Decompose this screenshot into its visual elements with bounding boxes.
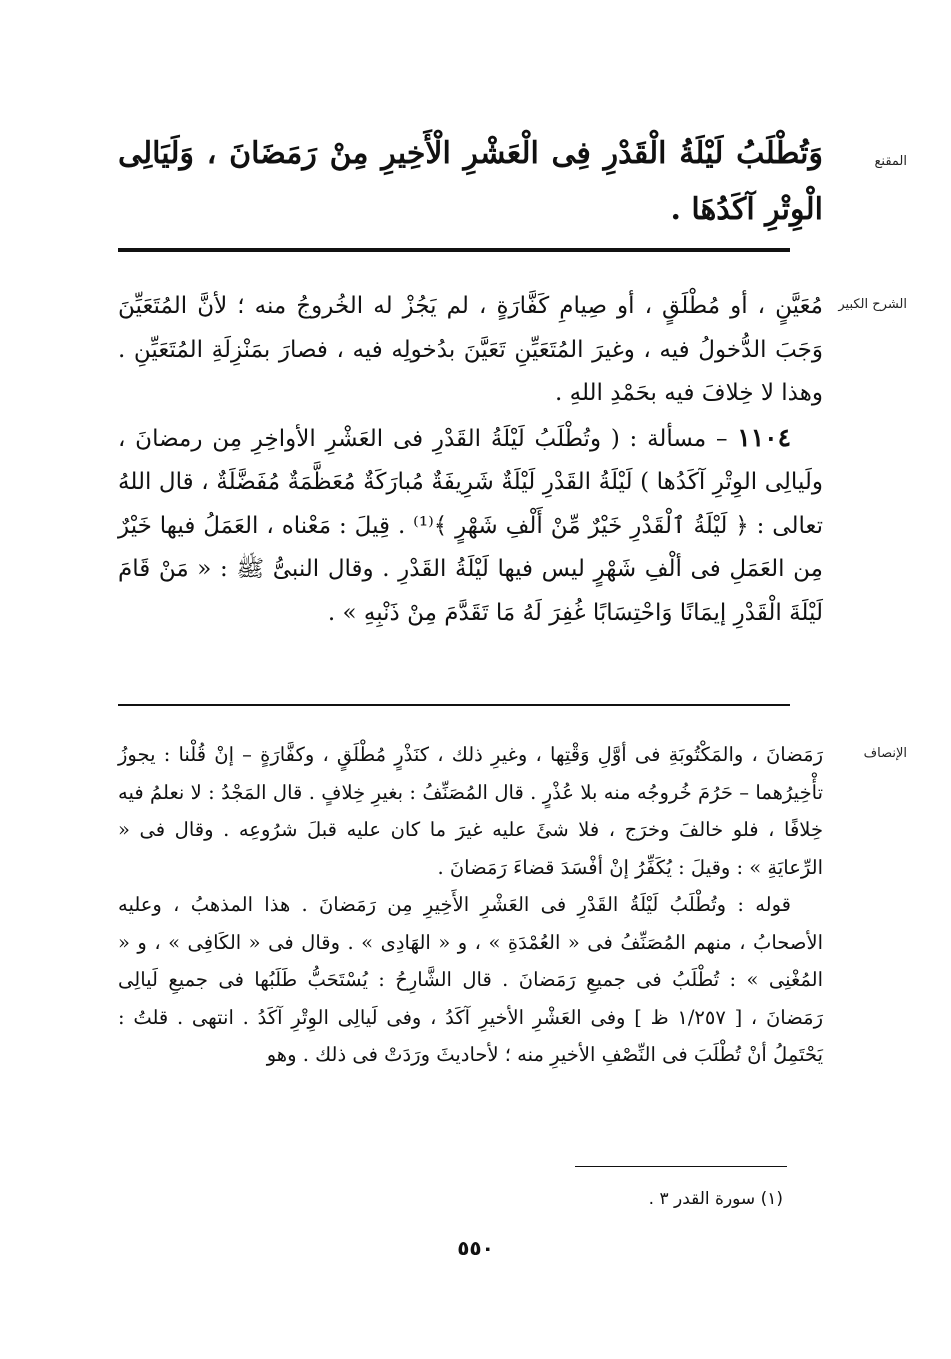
masala-number: ١١٠٤ — [737, 422, 791, 452]
insaf-paragraph: رَمَضانَ ، والمَكْتُوبَةِ فى أوَّلِ وَقْتِها ، وغيرِ ذلك ، كنَذْرٍ مُطْلَقٍ ، وكفَّارَةٍ – إنْ قُلْنا : يجوزُ تأْخِيرُهما – حَرُمَ خُروجُه منه بلا عُذْرٍ . قال المُصَنِّفُ : بغيرِ خِلافٍ . قال المَجْدُ : لا نعلمُ فيه خِلافًا ، فلو خالفَ وخرَج ، فلا شئَ عليه غيرَ ما كان عليه قبلَ شرُوعِه . وقال فى « الرِّعايَةِ » : وقيلَ : يُكَفِّرُ إنْ أفْسَدَ قضاءَ رَمَضانَ . — [118, 743, 823, 879]
masala-text: – مسألة : ( وتُطْلَبُ لَيْلَةُ القَدْرِ فى العَشْرِ الأواخِرِ مِن رمضانَ ، ولَيالِى الوِتْرِ آكَدُها ) لَيْلَةُ القَدْرِ لَيْلَةٌ شَرِيفَةٌ مُبارَكَةٌ مُعَظَّمَةٌ مُفَضَّلَةٌ ، قال اللهُ تعالى : ﴿ لَيْلَةُ ٱلْقَدْرِ خَيْرٌ مِّنْ أَلْفِ شَهْرٍ ﴾⁽¹⁾ . قِيلَ : مَعْناه ، العَمَلُ فيها خَيْرٌ مِن العَمَلِ فى ألْفِ شَهْرٍ ليس فيها لَيْلَةُ القَدْرِ . وقال النبىُّ ﷺ : « مَنْ قَامَ لَيْلَةَ الْقَدْرِ إيمَانًا وَاحْتِسَابًا غُفِرَ لَهُ مَا تَقَدَّمَ مِنْ ذَنْبِهِ » . — [118, 425, 823, 626]
page-number: ٥٥٠ — [457, 1236, 494, 1260]
insaf-label: الإنصاف — [863, 746, 907, 761]
insaf-paragraph-2: قوله : وتُطْلَبُ لَيْلَةُ القَدْرِ فى العَشْرِ الأَخِيرِ مِن رَمَضانَ . هذا المذهبُ ، وعليه الأصحابُ ، منهم المُصَنِّفُ فى « العُمْدَةِ » ، و « الهَادِى » . وقال فى « الكَافِى » ، و « المُغْنِى » : تُطْلَبُ فى جميعِ رَمَضانَ . قال الشَّارِحُ : يُسْتَحَبُّ طَلَبُها فى جميعِ لَيالِى رَمَضانَ ، [ ١/٢٥٧ ظ ] وفى العَشْرِ الأخيرِ آكَدُ ، وفى لَيالِى الوِتْرِ آكَدُ . انتهى . قلتُ : يَحْتَمِلُ أنْ تُطْلَبَ فى النِّصْفِ الأخيرِ منه ؛ لأحاديثَ ورَدَتْ فى ذلك . وهو — [118, 893, 824, 1066]
muqni-text: وَتُطْلَبُ لَيْلَةُ الْقَدْرِ فِى الْعَشْرِ الْأَخِيرِ مِنْ رَمَضَانَ ، وَلَيَالِى الْوِتْرِ آكَدُهَا . — [118, 136, 823, 227]
footnote-divider — [575, 1166, 787, 1167]
sharh-paragraph: مُعَيَّنٍ ، أو مُطْلَقٍ ، أو صِيامِ كَفَّارَةٍ ، لم يَجُزْ له الخُروجُ منه ؛ لأنَّ المُتَعَيِّنَ وَجَبَ الدُّخولُ فيه ، وغيرَ المُتَعَيِّنِ تَعَيَّنَ بدُخولِه فيه ، فصارَ بمَنْزِلَةِ المُتَعَيِّنِ . وهذا لا خِلافَ فيه بحَمْدِ اللهِ . — [118, 293, 823, 406]
footnote: (١) سورة القدر ٣ . — [648, 1189, 783, 1209]
sharh-masala-paragraph — [118, 416, 823, 636]
section-divider-thick — [118, 248, 790, 252]
muqni-label: المقنع — [874, 154, 907, 169]
section-divider-thin — [118, 704, 790, 706]
sharh-label: الشرح الكبير — [838, 297, 907, 312]
sharh-text — [118, 285, 823, 635]
insaf-text — [118, 736, 823, 1074]
